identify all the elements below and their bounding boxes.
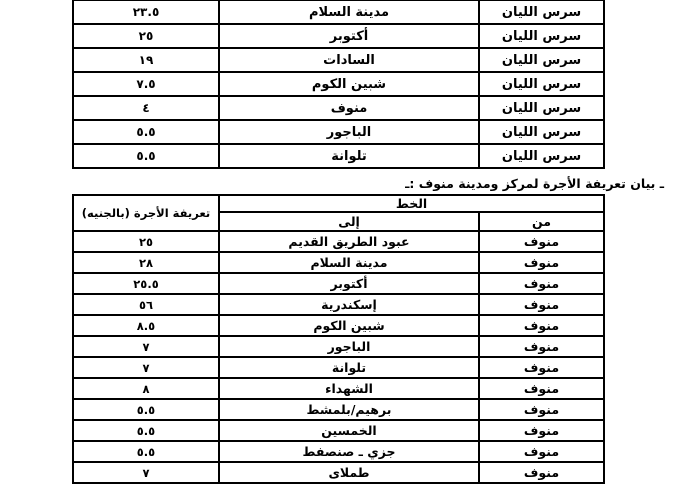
route-from-cell: منوف bbox=[479, 441, 604, 462]
route-to-cell: جزي ـ صنصفط bbox=[219, 441, 479, 462]
route-to-cell: شبين الكوم bbox=[219, 315, 479, 336]
table-row bbox=[73, 231, 604, 252]
line-header-cell: الخط bbox=[219, 195, 604, 212]
fare-value-cell: ٢٥ bbox=[73, 24, 219, 48]
upper-fare-table bbox=[72, 0, 605, 169]
fare-value-cell: ١٩ bbox=[73, 48, 219, 72]
route-to-cell: طملاى bbox=[219, 462, 479, 483]
table-row bbox=[73, 336, 604, 357]
route-from-cell: منوف bbox=[479, 357, 604, 378]
fare-value-cell: ٧.٥ bbox=[73, 72, 219, 96]
table-row bbox=[73, 144, 604, 168]
fare-value-cell: ٥.٥ bbox=[73, 120, 219, 144]
route-to-cell: الخمسين bbox=[219, 420, 479, 441]
fare-value-cell: ٤ bbox=[73, 96, 219, 120]
fare-value-cell: ٧ bbox=[73, 462, 219, 483]
fare-value-cell: ٥٦ bbox=[73, 294, 219, 315]
route-from-cell: سرس الليان bbox=[479, 0, 604, 24]
route-to-cell: مدينة السلام bbox=[219, 252, 479, 273]
section-heading: ـ بيان تعريفة الأجرة لمركز ومدينة منوف :ـ bbox=[405, 176, 664, 191]
table-row bbox=[73, 441, 604, 462]
fare-value-cell: ٥.٥ bbox=[73, 144, 219, 168]
table-row bbox=[73, 315, 604, 336]
route-from-cell: منوف bbox=[479, 315, 604, 336]
fare-value-cell: ٧ bbox=[73, 357, 219, 378]
route-from-cell: سرس الليان bbox=[479, 144, 604, 168]
fare-value-cell: ٨.٥ bbox=[73, 315, 219, 336]
route-to-cell: الباجور bbox=[219, 120, 479, 144]
fare-value-cell: ٧ bbox=[73, 336, 219, 357]
fare-header-cell: تعريفة الأجرة (بالجنيه) bbox=[73, 195, 219, 231]
route-from-cell: منوف bbox=[479, 252, 604, 273]
route-from-cell: سرس الليان bbox=[479, 48, 604, 72]
fare-value-cell: ٥.٥ bbox=[73, 420, 219, 441]
route-to-cell: تلوانة bbox=[219, 144, 479, 168]
fare-value-cell: ٢٥.٥ bbox=[73, 273, 219, 294]
route-from-cell: منوف bbox=[479, 231, 604, 252]
route-to-cell: منوف bbox=[219, 96, 479, 120]
table-row bbox=[73, 273, 604, 294]
route-to-cell: برهيم/بلمشط bbox=[219, 399, 479, 420]
route-to-cell: الشهداء bbox=[219, 378, 479, 399]
table-row bbox=[73, 252, 604, 273]
to-header-cell: إلى bbox=[219, 212, 479, 231]
route-to-cell: مدينة السلام bbox=[219, 0, 479, 24]
table-row bbox=[73, 96, 604, 120]
route-to-cell: إسكندرية bbox=[219, 294, 479, 315]
table-row bbox=[73, 420, 604, 441]
route-to-cell: عبود الطريق القديم bbox=[219, 231, 479, 252]
route-from-cell: منوف bbox=[479, 273, 604, 294]
table-row bbox=[73, 294, 604, 315]
table-row bbox=[73, 357, 604, 378]
route-from-cell: منوف bbox=[479, 294, 604, 315]
fare-value-cell: ٢٣.٥ bbox=[73, 0, 219, 24]
table-row bbox=[73, 0, 604, 24]
table-row bbox=[73, 48, 604, 72]
header-row-line bbox=[73, 195, 604, 212]
lower-fare-table bbox=[72, 194, 605, 484]
route-from-cell: سرس الليان bbox=[479, 96, 604, 120]
route-from-cell: منوف bbox=[479, 336, 604, 357]
fare-value-cell: ٢٨ bbox=[73, 252, 219, 273]
route-to-cell: أكتوبر bbox=[219, 273, 479, 294]
from-header-cell: من bbox=[479, 212, 604, 231]
route-from-cell: منوف bbox=[479, 462, 604, 483]
route-to-cell: أكتوبر bbox=[219, 24, 479, 48]
fare-value-cell: ٢٥ bbox=[73, 231, 219, 252]
fare-value-cell: ٥.٥ bbox=[73, 399, 219, 420]
route-from-cell: سرس الليان bbox=[479, 24, 604, 48]
route-to-cell: السادات bbox=[219, 48, 479, 72]
route-from-cell: منوف bbox=[479, 420, 604, 441]
route-from-cell: منوف bbox=[479, 378, 604, 399]
table-row bbox=[73, 378, 604, 399]
route-to-cell: تلوانة bbox=[219, 357, 479, 378]
table-row bbox=[73, 462, 604, 483]
route-from-cell: سرس الليان bbox=[479, 120, 604, 144]
table-row bbox=[73, 120, 604, 144]
route-to-cell: الباجور bbox=[219, 336, 479, 357]
route-to-cell: شبين الكوم bbox=[219, 72, 479, 96]
route-from-cell: منوف bbox=[479, 399, 604, 420]
fare-value-cell: ٨ bbox=[73, 378, 219, 399]
table-row bbox=[73, 24, 604, 48]
fare-value-cell: ٥.٥ bbox=[73, 441, 219, 462]
route-from-cell: سرس الليان bbox=[479, 72, 604, 96]
table-row bbox=[73, 399, 604, 420]
table-row bbox=[73, 72, 604, 96]
